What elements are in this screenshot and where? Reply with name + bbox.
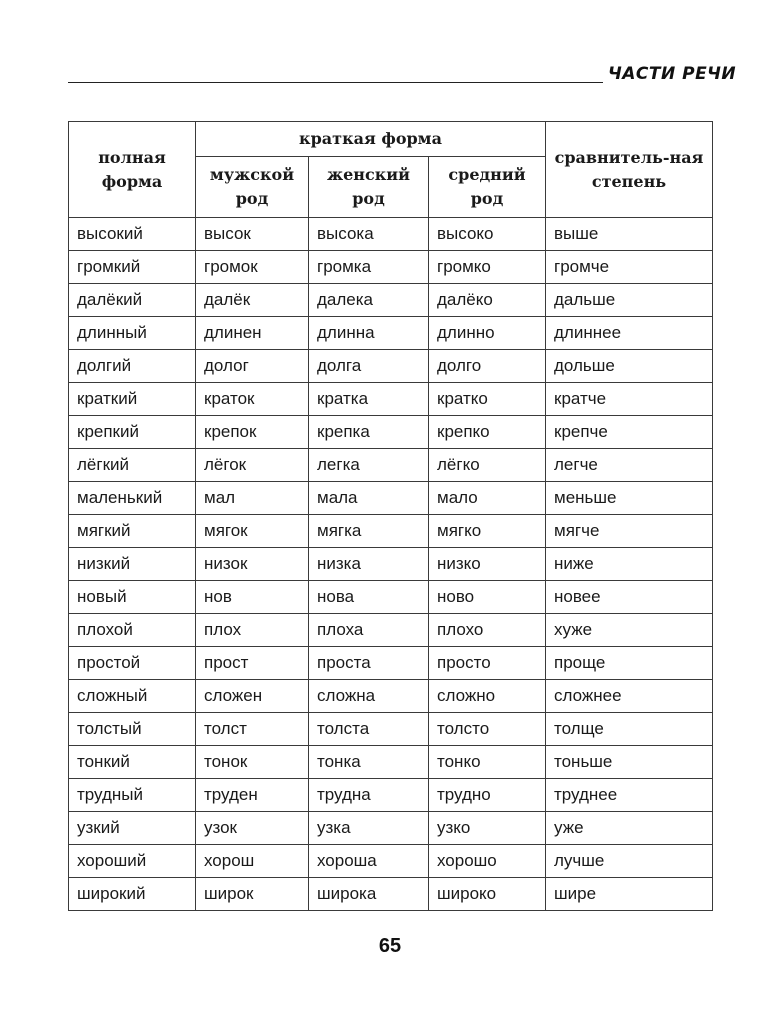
cell-neuter: хорошо (429, 845, 546, 878)
table-row (69, 746, 713, 779)
cell-masculine: долог (196, 350, 309, 383)
table-row (69, 812, 713, 845)
cell-full-form: плохой (69, 614, 196, 647)
table-row (69, 416, 713, 449)
table-row (69, 713, 713, 746)
cell-feminine: легка (309, 449, 429, 482)
table-row (69, 647, 713, 680)
cell-masculine: узок (196, 812, 309, 845)
cell-comparative: громче (546, 251, 713, 284)
table-row (69, 515, 713, 548)
cell-comparative: кратче (546, 383, 713, 416)
cell-full-form: долгий (69, 350, 196, 383)
cell-full-form: маленький (69, 482, 196, 515)
cell-comparative: сложнее (546, 680, 713, 713)
cell-masculine: труден (196, 779, 309, 812)
cell-masculine: тонок (196, 746, 309, 779)
table-row (69, 680, 713, 713)
cell-neuter: долго (429, 350, 546, 383)
cell-comparative: шире (546, 878, 713, 911)
cell-comparative: новее (546, 581, 713, 614)
table-row (69, 317, 713, 350)
cell-full-form: длинный (69, 317, 196, 350)
cell-comparative: труднее (546, 779, 713, 812)
cell-full-form: высокий (69, 218, 196, 251)
cell-masculine: краток (196, 383, 309, 416)
cell-neuter: тонко (429, 746, 546, 779)
cell-feminine: кратка (309, 383, 429, 416)
cell-feminine: низка (309, 548, 429, 581)
cell-comparative: уже (546, 812, 713, 845)
cell-neuter: узко (429, 812, 546, 845)
cell-neuter: кратко (429, 383, 546, 416)
cell-neuter: крепко (429, 416, 546, 449)
cell-full-form: громкий (69, 251, 196, 284)
cell-feminine: проста (309, 647, 429, 680)
cell-masculine: длинен (196, 317, 309, 350)
header-feminine: женский род (309, 157, 429, 218)
cell-neuter: широко (429, 878, 546, 911)
cell-masculine: крепок (196, 416, 309, 449)
cell-full-form: трудный (69, 779, 196, 812)
page-number: 65 (378, 935, 402, 957)
cell-feminine: сложна (309, 680, 429, 713)
cell-comparative: тоньше (546, 746, 713, 779)
cell-feminine: крепка (309, 416, 429, 449)
cell-neuter: ново (429, 581, 546, 614)
table-row (69, 251, 713, 284)
cell-full-form: хороший (69, 845, 196, 878)
cell-comparative: крепче (546, 416, 713, 449)
cell-neuter: плохо (429, 614, 546, 647)
cell-full-form: краткий (69, 383, 196, 416)
cell-comparative: толще (546, 713, 713, 746)
cell-neuter: трудно (429, 779, 546, 812)
cell-feminine: далека (309, 284, 429, 317)
table-row (69, 350, 713, 383)
cell-neuter: лёгко (429, 449, 546, 482)
cell-masculine: хорош (196, 845, 309, 878)
cell-full-form: лёгкий (69, 449, 196, 482)
cell-neuter: далёко (429, 284, 546, 317)
cell-neuter: мало (429, 482, 546, 515)
cell-masculine: мал (196, 482, 309, 515)
cell-feminine: громка (309, 251, 429, 284)
cell-masculine: прост (196, 647, 309, 680)
table-row (69, 449, 713, 482)
cell-neuter: низко (429, 548, 546, 581)
cell-neuter: высоко (429, 218, 546, 251)
cell-feminine: широка (309, 878, 429, 911)
cell-masculine: низок (196, 548, 309, 581)
cell-comparative: хуже (546, 614, 713, 647)
cell-full-form: толстый (69, 713, 196, 746)
cell-feminine: длинна (309, 317, 429, 350)
cell-feminine: трудна (309, 779, 429, 812)
cell-feminine: долга (309, 350, 429, 383)
cell-masculine: лёгок (196, 449, 309, 482)
cell-masculine: толст (196, 713, 309, 746)
cell-feminine: узка (309, 812, 429, 845)
table-row (69, 878, 713, 911)
table-row (69, 548, 713, 581)
cell-comparative: мягче (546, 515, 713, 548)
adjective-forms-table (68, 121, 713, 911)
cell-comparative: меньше (546, 482, 713, 515)
header-comparative: сравнитель-ная степень (546, 122, 713, 218)
cell-full-form: мягкий (69, 515, 196, 548)
table-row (69, 581, 713, 614)
cell-comparative: легче (546, 449, 713, 482)
table-body (69, 218, 713, 911)
table-row (69, 779, 713, 812)
cell-feminine: нова (309, 581, 429, 614)
cell-masculine: высок (196, 218, 309, 251)
cell-masculine: далёк (196, 284, 309, 317)
header-neuter: средний род (429, 157, 546, 218)
cell-feminine: хороша (309, 845, 429, 878)
section-title: ЧАСТИ РЕЧИ (608, 64, 737, 84)
cell-full-form: новый (69, 581, 196, 614)
cell-full-form: простой (69, 647, 196, 680)
cell-masculine: мягок (196, 515, 309, 548)
cell-feminine: толста (309, 713, 429, 746)
cell-comparative: дольше (546, 350, 713, 383)
cell-neuter: сложно (429, 680, 546, 713)
cell-full-form: крепкий (69, 416, 196, 449)
cell-comparative: выше (546, 218, 713, 251)
header-masculine: мужской род (196, 157, 309, 218)
cell-neuter: толсто (429, 713, 546, 746)
cell-feminine: мягка (309, 515, 429, 548)
cell-feminine: мала (309, 482, 429, 515)
cell-comparative: проще (546, 647, 713, 680)
cell-masculine: плох (196, 614, 309, 647)
cell-neuter: мягко (429, 515, 546, 548)
table-row (69, 383, 713, 416)
header-short-form: краткая форма (196, 122, 546, 157)
cell-masculine: сложен (196, 680, 309, 713)
cell-full-form: сложный (69, 680, 196, 713)
cell-feminine: высока (309, 218, 429, 251)
table-row (69, 284, 713, 317)
cell-neuter: длинно (429, 317, 546, 350)
cell-comparative: длиннее (546, 317, 713, 350)
cell-full-form: тонкий (69, 746, 196, 779)
table-row (69, 614, 713, 647)
table-row (69, 218, 713, 251)
cell-masculine: широк (196, 878, 309, 911)
cell-full-form: узкий (69, 812, 196, 845)
header-full-form: полная форма (69, 122, 196, 218)
adjective-forms-table-container (68, 121, 712, 911)
cell-masculine: громок (196, 251, 309, 284)
cell-feminine: плоха (309, 614, 429, 647)
header-rule (68, 82, 603, 83)
cell-comparative: ниже (546, 548, 713, 581)
cell-masculine: нов (196, 581, 309, 614)
cell-neuter: просто (429, 647, 546, 680)
cell-full-form: низкий (69, 548, 196, 581)
cell-neuter: громко (429, 251, 546, 284)
cell-comparative: дальше (546, 284, 713, 317)
table-row (69, 845, 713, 878)
table-row (69, 482, 713, 515)
cell-full-form: далёкий (69, 284, 196, 317)
cell-full-form: широкий (69, 878, 196, 911)
cell-feminine: тонка (309, 746, 429, 779)
cell-comparative: лучше (546, 845, 713, 878)
